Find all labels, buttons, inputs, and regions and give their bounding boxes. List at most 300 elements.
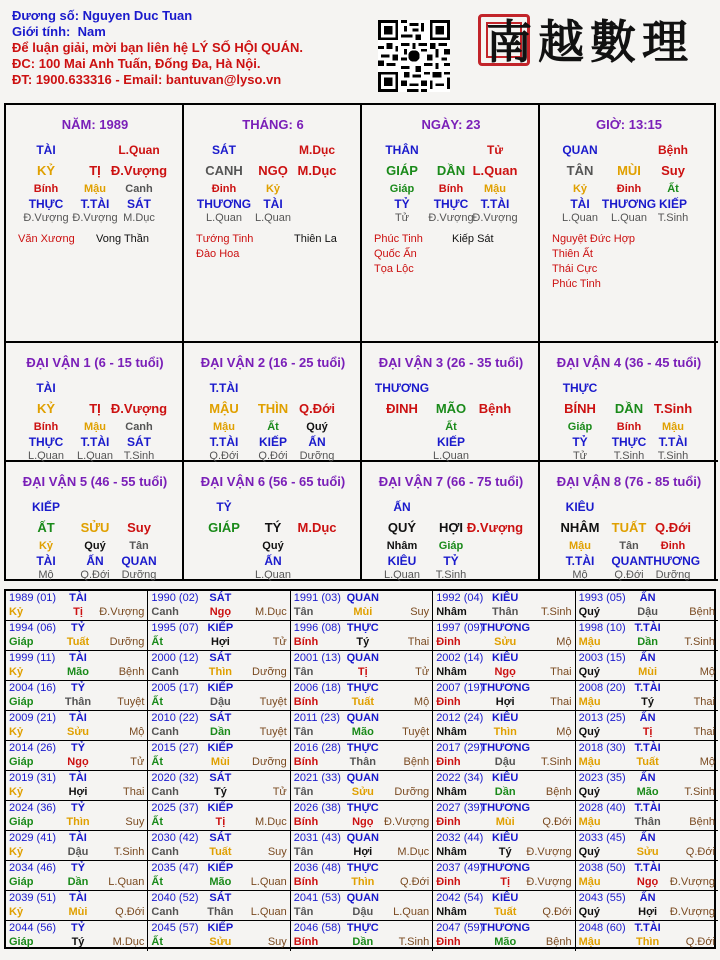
annual-can: Ất [151,696,163,708]
cell-l2-1: TỊ [89,401,101,416]
annual-chi: Thân [207,906,234,918]
annual-yr: 2020 (32) [151,772,199,784]
annual-cell [291,651,433,681]
cell-l4-2: SÁT [127,435,151,449]
annual-can: Bính [293,816,319,828]
annual-can: Giáp [9,756,34,768]
annual-can: Mậu [578,876,601,888]
cell-l2-2: M.Dục [297,163,337,178]
annual-ts: Bệnh [689,816,715,828]
annual-cell [148,741,290,771]
annual-chi: Thìn [208,666,232,678]
cell-l2-2: Đ.Vượng [466,520,524,535]
annual-yr: 2011 (23) [293,712,341,724]
cell-l2-1: MÙI [617,163,641,178]
cell-l4-1: KIẾP [436,435,466,449]
cell-l4-1: T.TÀI [80,197,110,211]
cell-title: ĐẠI VẬN 4 (36 - 45 tuổi) [556,355,702,370]
annual-can: Canh [151,606,179,618]
cell-l4-0: KIÊU [387,554,417,568]
cell-l2-0: GIÁP [386,163,418,178]
annual-yr: 2002 (14) [436,652,484,664]
cell-l1-0: T.TÀI [209,381,239,395]
cell-title: ĐẠI VẬN 8 (76 - 85 tuổi) [556,474,702,489]
cell-l3-0: Kỷ [572,183,588,195]
annual-ts: Đ.Vượng [526,876,572,888]
annual-sao: T.TÀI [634,862,661,874]
contact-text: ĐT: 1900.633316 - Email: bantuvan@lyso.vn [12,72,282,87]
annual-ts: T.Sinh [684,786,715,798]
annual-ts: Đ.Vượng [99,606,145,618]
annual-cell [576,651,718,681]
annual-chi: Hợi [68,786,88,798]
annual-can: Ất [151,816,163,828]
annual-ts: L.Quan [250,906,287,918]
annual-yr: 2026 (38) [293,802,341,814]
cell-l1-0: QUAN [562,143,598,157]
annual-can: Kỷ [9,906,24,918]
annual-yr: 2030 (42) [151,832,199,844]
annual-chi: Tị [73,606,83,618]
cell-l4-2: KIẾP [658,197,688,211]
annual-can: Quý [578,606,600,618]
annual-sao: T.TÀI [634,682,661,694]
annual-cell [291,621,433,651]
annual-can: Ất [151,876,163,888]
annual-can: Mậu [578,936,601,948]
annual-chi: Dần [210,726,231,738]
annual-chi: Tị [215,816,226,828]
annual-ts: Q.Đới [542,816,572,828]
than-sat-label: Thiên Ất [552,248,593,260]
annual-cell [433,831,575,861]
annual-sao: KIÊU [492,712,519,724]
cell-l5-2: M.Dục [123,212,155,224]
cell-l2-2: Suy [661,163,685,178]
cell-l5-0: Tử [572,450,588,462]
annual-chi: Mão [636,786,659,798]
cell-l5-1: L.Quan [254,212,292,224]
annual-can: Tân [293,666,314,678]
annual-cell [576,801,718,831]
annual-yr: 1993 (05) [578,592,626,604]
annual-can: Ất [151,936,163,948]
annual-yr: 2032 (44) [436,832,484,844]
annual-chi: Tý [356,636,370,648]
annual-chi: Ngọ [494,666,516,678]
annual-sao: QUAN [346,592,379,604]
annual-yr: 2044 (56) [9,922,57,934]
annual-yr: 2005 (17) [151,682,199,694]
annual-chi: Hợi [638,906,658,918]
cell-l3-0: Bính [33,183,59,195]
cell-l3-2: Ất [667,183,679,195]
annual-chi: Sửu [636,846,659,858]
annual-ts: Tuyệt [402,726,430,738]
annual-sao: TÀI [69,832,87,844]
annual-chi: Mùi [495,816,515,828]
cell-l2-1: DẦN [436,163,466,178]
cell-l3-1: Mậu [84,183,106,195]
cell-l5-2: Dưỡng [299,450,335,462]
cell-l2-1: THÌN [257,401,289,416]
cell-l5-0: L.Quan [561,212,599,224]
cell-l4-0: TÀI [570,197,590,211]
cell-l2-0: QUÝ [387,520,417,535]
cell-title: THÁNG: 6 [242,117,304,132]
address-text: ĐC: 100 Mai Anh Tuấn, Đống Đa, Hà Nội. [12,56,261,71]
annual-sao: SÁT [209,592,232,604]
annual-yr: 2019 (31) [9,772,57,784]
cell-l2-0: ĐINH [386,401,418,416]
cell-l2-0: KỶ [36,401,56,416]
cell-l3-1: Bính [616,421,642,433]
annual-yr: 2045 (57) [151,922,199,934]
annual-can: Mậu [578,636,601,648]
cell-l2-2: Q.Đới [299,401,335,416]
annual-chi: Sửu [209,936,232,948]
annual-grid [4,589,716,949]
annual-cell [291,831,433,861]
annual-yr: 2040 (52) [151,892,199,904]
annual-can: Giáp [9,936,34,948]
cell-l3-0: Đinh [211,183,237,195]
annual-chi: Thân [634,816,661,828]
annual-ts: T.Sinh [684,636,715,648]
cell-l4-1: ẤN [264,554,282,568]
annual-chi: Tuất [636,756,659,768]
cell-title: ĐẠI VẬN 3 (26 - 35 tuổi) [378,355,524,370]
annual-ts: Bệnh [545,786,572,798]
annual-cell [291,891,433,921]
than-sat-label: Kiếp Sát [452,233,494,245]
cell-l3-1: Ất [267,421,279,433]
annual-cell [291,801,433,831]
annual-yr: 1991 (03) [293,592,341,604]
annual-can: Bính [293,876,319,888]
annual-sao: QUAN [346,892,379,904]
annual-yr: 2031 (43) [293,832,341,844]
annual-sao: THƯƠNG [480,742,531,754]
cell-l4-1: KIẾP [258,435,288,449]
cell-l4-0: TỶ [572,435,588,449]
annual-chi: Ngọ [209,606,232,618]
cell-l2-2: L.Quan [472,163,518,178]
cell-l2-1: TÝ [264,520,282,535]
gioi-tinh-value: Nam [77,24,106,39]
annual-ts: L.Quan [250,876,287,888]
cell-l2-0: CANH [205,163,243,178]
annual-chi: Dậu [210,696,231,708]
cell-l5-1: Q.Đới [258,450,288,462]
annual-ts: Dưỡng [252,756,287,768]
annual-yr: 2046 (58) [293,922,341,934]
cell-l5-2: T.Sinh [657,212,689,224]
cell-l5-0: L.Quan [205,212,243,224]
annual-sao: TÀI [69,772,87,784]
cell-l1-0: TÀI [36,381,56,395]
annual-cell [433,741,575,771]
annual-ts: Tử [415,666,430,678]
annual-cell [433,621,575,651]
annual-sao: TỶ [70,622,86,634]
cell-l3-0: Mậu [569,540,591,552]
annual-can: Nhâm [436,606,467,618]
annual-can: Ất [151,756,163,768]
cell-l2-2: Đ.Vượng [110,401,168,416]
cell-l5-1: Đ.Vượng [72,212,118,224]
annual-yr: 2003 (15) [578,652,626,664]
annual-sao: T.TÀI [634,622,661,634]
annual-chi: Dậu [637,606,658,618]
cell-title: NĂM: 1989 [61,117,129,132]
annual-sao: THỰC [346,682,379,694]
cell-l5-2: T.Sinh [123,450,155,462]
cell-l3-1: Quý [84,540,106,552]
cell-l4-2: T.TÀI [658,435,688,449]
annual-sao: ẤN [639,892,656,904]
cell-l4-1: TỶ [443,554,459,568]
annual-ts: Thai [550,666,572,678]
cell-l4-2: T.TÀI [480,197,510,211]
annual-sao: QUAN [346,652,379,664]
annual-ts: Mộ [556,636,572,648]
annual-yr: 2036 (48) [293,862,341,874]
cell-title: NGÀY: 23 [421,117,481,132]
annual-chi: Thân [64,696,92,708]
annual-yr: 2000 (12) [151,652,199,664]
cell-title: ĐẠI VẬN 1 (6 - 15 tuổi) [26,355,164,370]
annual-yr: 2041 (53) [293,892,341,904]
than-sat-label: Vong Thần [96,233,150,245]
annual-cell [148,651,290,681]
annual-sao: THỰC [346,622,379,634]
annual-sao: TÀI [69,592,87,604]
cell-l3-1: Kỷ [265,183,281,195]
annual-sao: SÁT [209,772,232,784]
annual-cell [6,681,148,711]
annual-ts: Mộ [699,666,715,678]
annual-yr: 2033 (45) [578,832,626,844]
annual-can: Quý [578,666,600,678]
annual-can: Quý [578,906,600,918]
cell-title: ĐẠI VẬN 2 (16 - 25 tuổi) [200,355,346,370]
annual-cell [148,711,290,741]
cell-l5-1: Q.Đới [80,569,110,581]
cell-l3-2: Mậu [484,183,506,195]
annual-sao: TÀI [69,892,87,904]
gioi-tinh-label: Giới tính: [12,24,71,39]
annual-can: Mậu [578,696,601,708]
annual-can: Giáp [9,636,34,648]
annual-ts: Bệnh [403,756,430,768]
cell-l4-0: TÀI [36,554,56,568]
cell-l2-0: GIÁP [208,520,240,535]
annual-cell [433,891,575,921]
annual-can: Mậu [578,756,601,768]
annual-cell [576,921,718,951]
annual-cell [433,681,575,711]
annual-cell [291,921,433,951]
than-sat-label: Đào Hoa [196,248,240,260]
cell-l5-1: L.Quan [610,212,648,224]
annual-sao: T.TÀI [634,802,661,814]
annual-can: Đinh [436,696,461,708]
annual-ts: Đ.Vượng [669,906,715,918]
annual-chi: Thân [492,606,519,618]
cell-l4-0: TỶ [394,197,410,211]
annual-yr: 2028 (40) [578,802,626,814]
annual-ts: T.Sinh [113,846,145,858]
duong-so: Đương số: Nguyen Duc Tuan [12,8,193,23]
annual-chi: Dậu [67,846,89,858]
annual-yr: 2001 (13) [293,652,341,664]
cell-l4-2: THƯƠNG [645,554,701,568]
annual-yr: 2039 (51) [9,892,57,904]
annual-cell [576,591,718,621]
annual-sao: ẤN [639,832,656,844]
annual-sao: SÁT [209,712,232,724]
cell-title: ĐẠI VẬN 6 (56 - 65 tuổi) [200,474,346,489]
annual-ts: M.Dục [255,816,287,828]
annual-sao: KIÊU [492,892,519,904]
annual-cell [148,681,290,711]
cell-l2-1: TUẤT [611,520,647,535]
annual-yr: 1995 (07) [151,622,199,634]
annual-chi: Dậu [494,756,516,768]
annual-cell [6,861,148,891]
annual-can: Canh [151,666,179,678]
annual-sao: KIẾP [207,622,234,634]
cell-l1-0: ẤN [393,500,411,514]
cell-l2-2: Bệnh [478,401,512,416]
cell-l4-0: T.TÀI [209,435,239,449]
cell-l2-1: TỊ [89,163,101,178]
annual-ts: Q.Đới [542,906,572,918]
dai-van-cell [6,462,184,581]
annual-can: Tân [293,846,314,858]
cell-l5-1: Đ.Vượng [428,212,474,224]
annual-cell [148,921,290,951]
annual-can: Bính [293,636,319,648]
cell-l1-0: KIẾP [31,500,61,514]
annual-can: Tân [293,606,314,618]
cell-l4-1: QUAN [611,554,647,568]
annual-cell [433,771,575,801]
dai-van-cell [184,462,362,581]
annual-yr: 2006 (18) [293,682,341,694]
annual-cell [6,921,148,951]
cell-l2-2: Đ.Vượng [110,163,168,178]
cell-l2-2: Suy [127,520,151,535]
annual-can: Ất [151,636,163,648]
annual-can: Đinh [436,876,461,888]
annual-chi: Dần [494,786,516,798]
annual-yr: 2048 (60) [578,922,626,934]
annual-can: Giáp [9,696,34,708]
annual-can: Đinh [436,636,461,648]
annual-yr: 2023 (35) [578,772,626,784]
annual-ts: Q.Đới [685,846,715,858]
annual-yr: 2047 (59) [436,922,484,934]
annual-yr: 1989 (01) [9,592,57,604]
annual-sao: THƯƠNG [480,802,531,814]
annual-ts: Thai [550,696,572,708]
annual-cell [576,771,718,801]
annual-yr: 1992 (04) [436,592,484,604]
annual-can: Canh [151,786,179,798]
cell-l2-2: Q.Đới [655,520,691,535]
dai-van-cell [184,343,362,462]
cell-title: ĐẠI VẬN 7 (66 - 75 tuổi) [378,474,524,489]
pillar-cell [540,105,718,343]
annual-yr: 1994 (06) [9,622,57,634]
annual-ts: Q.Đới [115,906,145,918]
cell-l3-1: Quý [262,540,284,552]
annual-can: Nhâm [436,726,467,738]
annual-ts: Mộ [699,756,715,768]
annual-yr: 2034 (46) [9,862,57,874]
annual-ts: Tuyệt [259,696,287,708]
cell-l5-1: L.Quan [76,450,114,462]
annual-can: Đinh [436,816,461,828]
cell-l1-2: M.Dục [299,143,335,157]
annual-sao: T.TÀI [634,922,661,934]
annual-sao: TỶ [70,802,86,814]
dai-van-cell [6,343,184,462]
annual-ts: L.Quan [108,876,145,888]
cell-l5-0: Tử [394,212,410,224]
annual-can: Nhâm [436,906,467,918]
annual-sao: THƯƠNG [480,862,531,874]
cell-l2-0: NHÂM [560,520,600,535]
annual-sao: THỰC [346,862,379,874]
cell-l2-1: SỬU [80,520,110,535]
annual-sao: QUAN [346,772,379,784]
cell-l3-0: Bính [33,421,59,433]
annual-sao: TỶ [70,682,86,694]
annual-yr: 2013 (25) [578,712,626,724]
cell-title: GIỜ: 13:15 [595,117,663,132]
annual-ts: Tử [272,786,287,798]
annual-ts: Bệnh [545,936,572,948]
cell-l3-0: Nhâm [386,540,418,552]
than-sat-label: Văn Xương [18,233,75,245]
cell-l1-2: L.Quan [118,143,160,157]
annual-ts: Bệnh [118,666,145,678]
annual-yr: 2035 (47) [151,862,199,874]
annual-ts: M.Dục [255,606,287,618]
annual-sao: THƯƠNG [480,682,531,694]
cell-l1-0: KIÊU [565,500,595,514]
cell-l4-0: THỰC [28,197,64,211]
annual-can: Nhâm [436,786,467,798]
annual-chi: Sửu [66,726,90,738]
annual-chi: Dần [352,936,374,948]
annual-cell [6,591,148,621]
annual-chi: Tuất [209,846,232,858]
cell-l1-0: THỰC [562,381,598,395]
cell-l1-2: Bệnh [658,143,688,157]
cell-l4-0: THƯƠNG [196,197,252,211]
annual-cell [6,651,148,681]
cell-l4-1: TÀI [263,197,283,211]
annual-cell [6,831,148,861]
annual-ts: Đ.Vượng [384,816,430,828]
annual-ts: Q.Đới [399,876,430,888]
annual-chi: Mão [494,936,517,948]
cell-l2-2: T.Sinh [653,401,693,416]
